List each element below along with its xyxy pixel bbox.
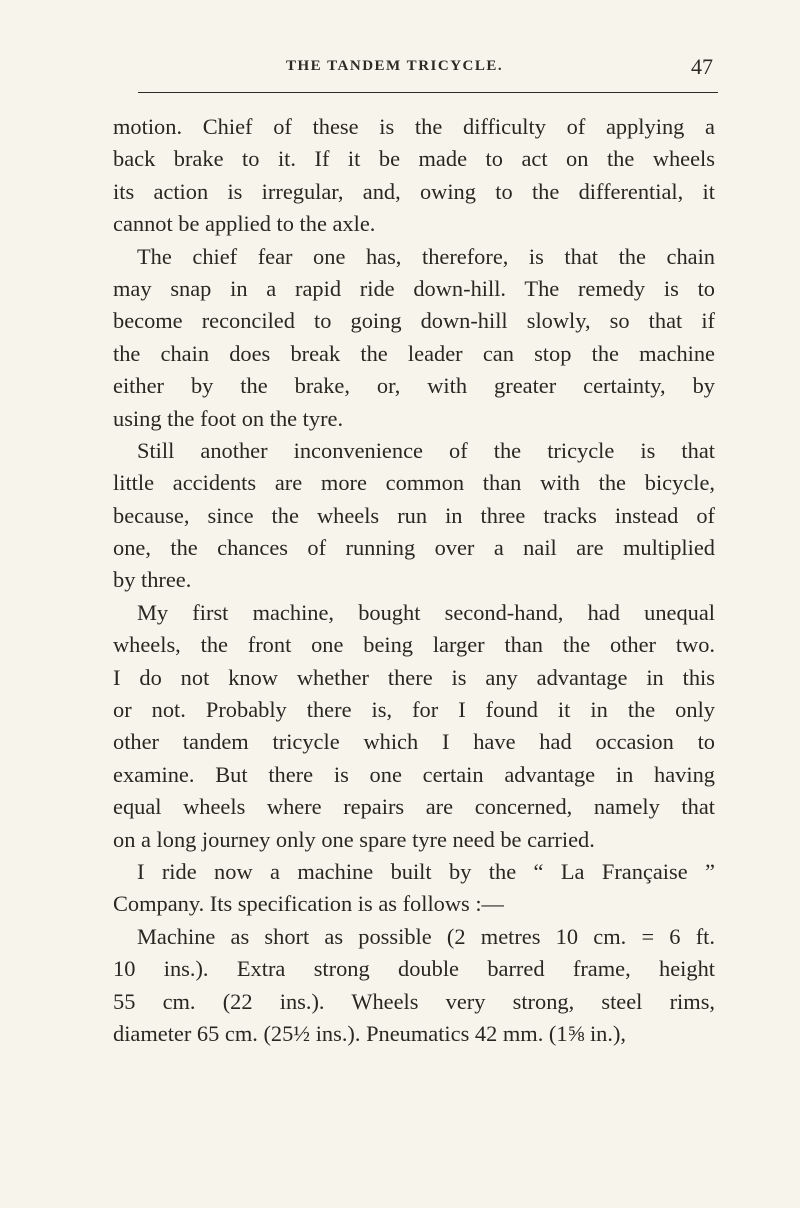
text-line: The chief fear one has, therefore, is that the chain <box>137 243 715 269</box>
text-line: My first machine, bought second-hand, had unequal <box>137 599 715 625</box>
running-title: THE TANDEM TRICYCLE. <box>286 58 504 74</box>
text-line: I ride now a machine built by the “ La Française ” <box>137 858 715 884</box>
text-line: its action is irregular, and, owing to the differential, it <box>113 178 715 204</box>
text-line: using the foot on the tyre. <box>113 405 344 431</box>
text-line: little accidents are more common than with the bicycle, <box>113 470 715 496</box>
text-line: back brake to it. If it be made to act on the wheels <box>113 146 715 172</box>
text-line: Company. Its specification is as follows :— <box>113 891 504 917</box>
text-line: or not. Probably there is, for I found it in the only <box>113 697 715 723</box>
page-number: 47 <box>691 54 713 79</box>
text-line: on a long journey only one spare tyre need be carried. <box>113 826 595 852</box>
text-line: diameter 65 cm. (25½ ins.). Pneumatics 42 mm. (1⅝ in.), <box>113 1020 627 1046</box>
text-line: because, since the wheels run in three tracks instead of <box>113 502 715 528</box>
text-line: the chain does break the leader can stop the machine <box>113 340 715 366</box>
text-line: may snap in a rapid ride down-hill. The remedy is to <box>113 275 715 301</box>
body-text <box>113 111 715 1050</box>
text-line: Still another inconvenience of the tricycle is that <box>137 437 715 463</box>
text-line: one, the chances of running over a nail are multiplied <box>113 535 715 561</box>
text-line: equal wheels where repairs are concerned, namely that <box>113 794 715 820</box>
text-line: other tandem tricycle which I have had occasion to <box>113 729 715 755</box>
text-line: become reconciled to going down-hill slowly, so that if <box>113 308 715 334</box>
text-line: Machine as short as possible (2 metres 10 cm. = 6 ft. <box>137 923 715 949</box>
text-line: wheels, the front one being larger than the other two. <box>113 632 715 658</box>
text-line: examine. But there is one certain advantage in having <box>113 761 715 787</box>
text-line: 10 ins.). Extra strong double barred frame, height <box>113 956 715 982</box>
running-head <box>0 54 800 84</box>
header-rule <box>138 92 718 93</box>
text-line: cannot be applied to the axle. <box>113 211 376 237</box>
text-line: either by the brake, or, with greater certainty, by <box>113 373 715 399</box>
text-line: motion. Chief of these is the difficulty of applying a <box>113 114 715 139</box>
text-line: 55 cm. (22 ins.). Wheels very strong, steel rims, <box>113 988 715 1014</box>
text-line: I do not know whether there is any advantage in this <box>113 664 715 690</box>
text-line: by three. <box>113 567 192 593</box>
